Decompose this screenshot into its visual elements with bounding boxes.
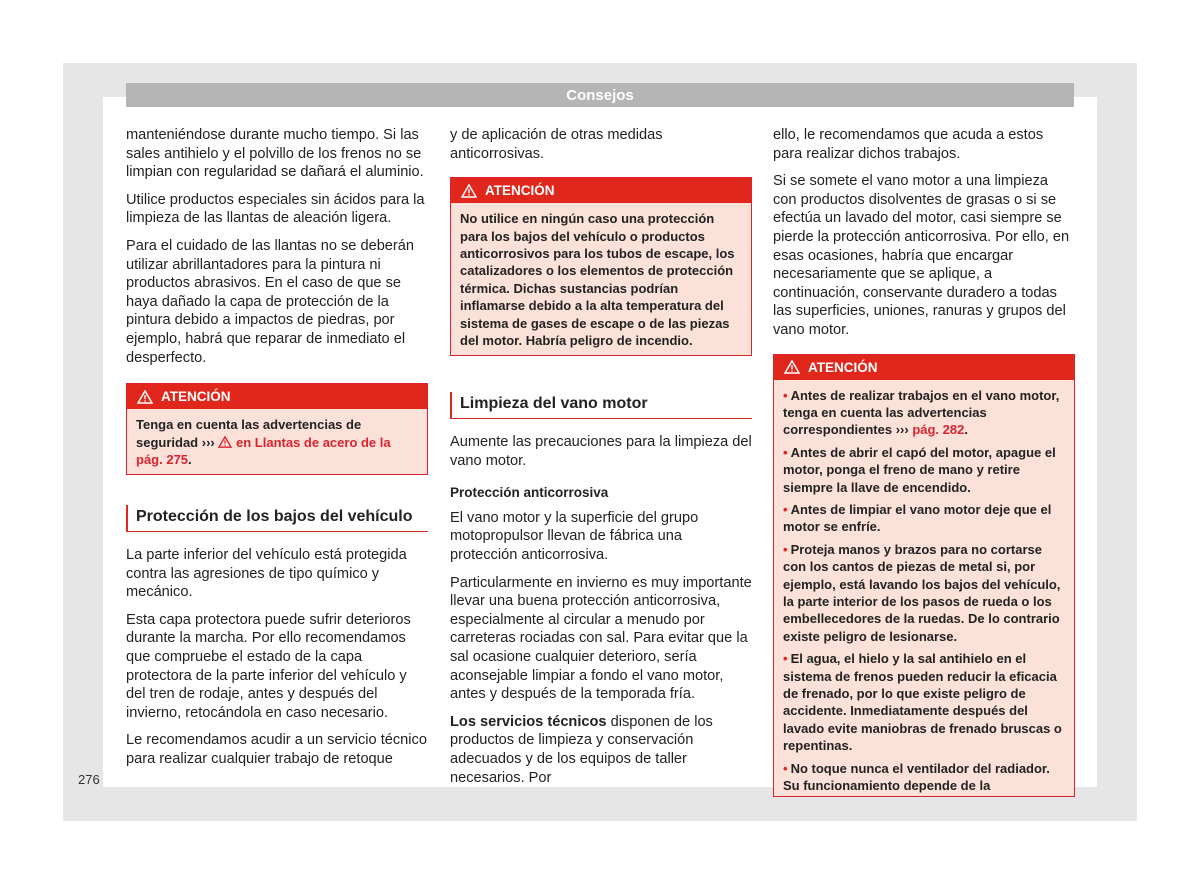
- warning-triangle-icon: [218, 436, 232, 448]
- warning-text: Tenga en cuenta las advertencias de seguridad: [136, 417, 362, 450]
- list-item: [783, 387, 1065, 439]
- column-3: [773, 126, 1075, 811]
- section-title: Protección de los bajos del vehículo: [126, 505, 428, 532]
- section-header: Consejos: [126, 83, 1074, 107]
- column-1: [126, 126, 428, 777]
- warning-box: [450, 177, 752, 356]
- reference-arrows: ›››: [201, 434, 215, 450]
- paragraph: ello, le recomendamos que acuda a estos para realizar dichos trabajos.: [773, 127, 1044, 162]
- column-2: [450, 126, 752, 796]
- bullet-icon: •: [783, 501, 788, 517]
- warning-list: [783, 387, 1065, 795]
- warning-triangle-icon: [784, 360, 800, 374]
- warning-triangle-icon: [461, 184, 477, 198]
- list-item-text: El agua, el hielo y la sal antihielo en el sistema de frenos pueden reducir la eficacia de frenado, por lo que existe peligro de accidente. Inmediatamente después del lavado evite maniobras de frenado bruscas o repentinas.: [783, 651, 1062, 754]
- list-item-text: Antes de limpiar el vano motor deje que el motor se enfríe.: [783, 501, 1052, 535]
- bullet-icon: •: [783, 387, 788, 403]
- paragraph: y de aplicación de otras medidas anticorrosivas.: [450, 127, 663, 162]
- list-item: [783, 541, 1065, 645]
- paragraph: [450, 713, 752, 787]
- list-item-text: Proteja manos y brazos para no cortarse con los cantos de piezas de metal si, por ejemplo, está lavando los bajos del vehículo, la parte interior de los pasos de rueda o los embellecedores de la ruedas. De lo contrario existe peligro de lesionarse.: [783, 541, 1061, 644]
- warning-body: [127, 409, 427, 474]
- list-item: [783, 444, 1065, 496]
- warning-box: [126, 383, 428, 475]
- warning-title: ATENCIÓN: [161, 389, 231, 405]
- list-item-text: No toque nunca el ventilador del radiador. Su funcionamiento depende de la: [783, 760, 1050, 794]
- paragraph: La parte inferior del vehículo está protegida contra las agresiones de tipo químico y mecánico.: [126, 546, 407, 601]
- warning-title: ATENCIÓN: [485, 183, 555, 199]
- punctuation: .: [964, 422, 968, 438]
- bullet-icon: •: [783, 444, 788, 460]
- list-item: [783, 650, 1065, 754]
- cross-reference-link[interactable]: pág. 282: [908, 422, 965, 438]
- paragraph: Esta capa protectora puede sufrir deterioros durante la marcha. Por ello recomendamos que compruebe el estado de la capa protectora de la parte inferior del vehículo y del tren de rodaje, antes y después del invierno, retocándola en caso necesario.: [126, 611, 411, 721]
- paragraph: Le recomendamos acudir a un servicio técnico para realizar cualquier trabajo de retoque: [126, 732, 427, 767]
- paragraph: manteniéndose durante mucho tiempo. Si las sales antihielo y el polvillo de los frenos no se limpian con regularidad se dañará el aluminio.: [126, 127, 424, 181]
- warning-triangle-icon: [137, 390, 153, 404]
- paragraph-text: disponen de los productos de limpieza y conservación adecuados y de los equipos de taller necesarios. Por: [450, 713, 713, 786]
- list-item: [783, 501, 1065, 536]
- reference-arrows: ›››: [895, 422, 909, 438]
- warning-body: [774, 380, 1074, 797]
- warning-header: [774, 355, 1074, 380]
- warning-title: ATENCIÓN: [808, 359, 878, 375]
- paragraph: Para el cuidado de las llantas no se deberán utilizar abrillantadores para la pintura ni productos abrasivos. En el caso de que se haya dañado la capa de protección de la pintura debido a impactos de piedras, por ejemplo, habrá que reparar de inmediato el desperfecto.: [126, 237, 415, 366]
- paragraph: Aumente las precauciones para la limpieza del vano motor.: [450, 434, 752, 469]
- page-number: 276: [78, 772, 100, 787]
- list-item-text: Antes de realizar trabajos en el vano motor, tenga en cuenta las advertencias correspondientes: [783, 387, 1060, 438]
- paragraph: Particularmente en invierno es muy importante llevar una buena protección anticorrosiva, especialmente al circular a menudo por carreteras rociadas con sal. Para evitar que la sal ocasione cualquier deterioro, sería aconsejable limpiar a fondo el vano motor, antes y después de la temporada fría.: [450, 574, 752, 703]
- warning-box: [773, 354, 1075, 798]
- bold-lead: Los servicios técnicos: [450, 713, 607, 730]
- bullet-icon: •: [783, 541, 788, 557]
- list-item-text: Antes de abrir el capó del motor, apague el motor, ponga el freno de mano y retire siempre la llave de encendido.: [783, 444, 1056, 495]
- warning-body: No utilice en ningún caso una protección para los bajos del vehículo o productos anticorrosivos para los tubos de escape, los catalizadores o los elementos de protección térmica. Dichas sustancias podrían inflamarse debido a la alta temperatura del sistema de gases de escape o de las piezas del motor. Habría peligro de incendio.: [451, 203, 751, 355]
- section-title: Limpieza del vano motor: [450, 392, 752, 419]
- bullet-icon: •: [783, 760, 788, 776]
- cross-reference-link[interactable]: en Llantas de acero de la pág. 275: [136, 434, 391, 467]
- bullet-icon: •: [783, 651, 788, 667]
- warning-header: [451, 178, 751, 203]
- paragraph: Si se somete el vano motor a una limpieza con productos disolventes de grasas o si se efectúa un lavado del motor, casi siempre se pierde la protección anticorrosiva. Por ello, en esas ocasiones, habría que encargar necesariamente que se aplique, a continuación, conservante duradero a todas las superficies, uniones, ranuras y grupos del vano motor.: [773, 173, 1070, 338]
- paragraph: El vano motor y la superficie del grupo motopropulsor llevan de fábrica una protección anticorrosiva.: [450, 509, 699, 563]
- list-item: [783, 760, 1065, 795]
- warning-header: [127, 384, 427, 409]
- punctuation: .: [188, 451, 192, 467]
- subheading: Protección anticorrosiva: [450, 485, 609, 501]
- paragraph: Utilice productos especiales sin ácidos para la limpieza de las llantas de aleación ligera.: [126, 191, 425, 227]
